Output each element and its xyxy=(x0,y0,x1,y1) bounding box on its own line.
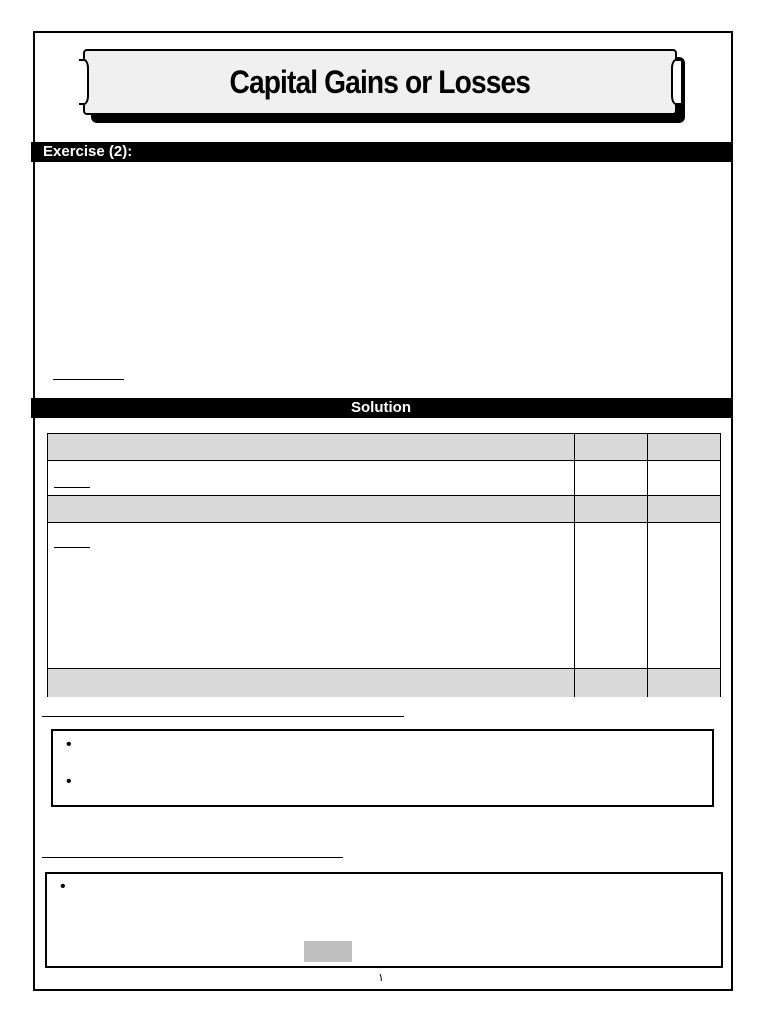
table-row xyxy=(48,461,721,496)
table-cell xyxy=(575,523,648,669)
table-cell xyxy=(48,668,575,697)
section-underline xyxy=(42,857,343,858)
table-cell xyxy=(575,434,648,461)
page-title: Capital Gains or Losses xyxy=(229,63,531,100)
cell-underline xyxy=(54,547,90,548)
table-cell xyxy=(48,461,575,496)
table-row xyxy=(48,668,721,697)
table-cell xyxy=(575,496,648,523)
gray-placeholder-block xyxy=(304,941,352,962)
table-cell xyxy=(575,461,648,496)
exercise-underline xyxy=(53,379,124,380)
page-number: ١ xyxy=(378,972,384,984)
table-cell xyxy=(648,668,721,697)
table-row xyxy=(48,523,721,669)
note-box xyxy=(51,729,714,807)
bullet: • xyxy=(66,773,72,790)
note-box xyxy=(45,872,723,968)
table-row xyxy=(48,496,721,523)
table-cell xyxy=(648,496,721,523)
cell-underline xyxy=(54,487,90,488)
solution-table xyxy=(47,433,721,697)
table-cell xyxy=(648,461,721,496)
section-underline xyxy=(42,716,404,717)
table-cell xyxy=(648,523,721,669)
table-cell xyxy=(48,496,575,523)
table-row xyxy=(48,434,721,461)
table-cell xyxy=(48,523,575,669)
table-cell xyxy=(48,434,575,461)
bullet: • xyxy=(60,878,66,895)
solution-heading: Solution xyxy=(351,399,411,416)
solution-heading-bar xyxy=(31,398,731,418)
title-banner xyxy=(83,49,677,115)
table-cell xyxy=(575,668,648,697)
exercise-heading-bar xyxy=(31,142,731,162)
table-cell xyxy=(648,434,721,461)
exercise-heading: Exercise (2): xyxy=(43,143,133,160)
bullet: • xyxy=(66,736,72,753)
